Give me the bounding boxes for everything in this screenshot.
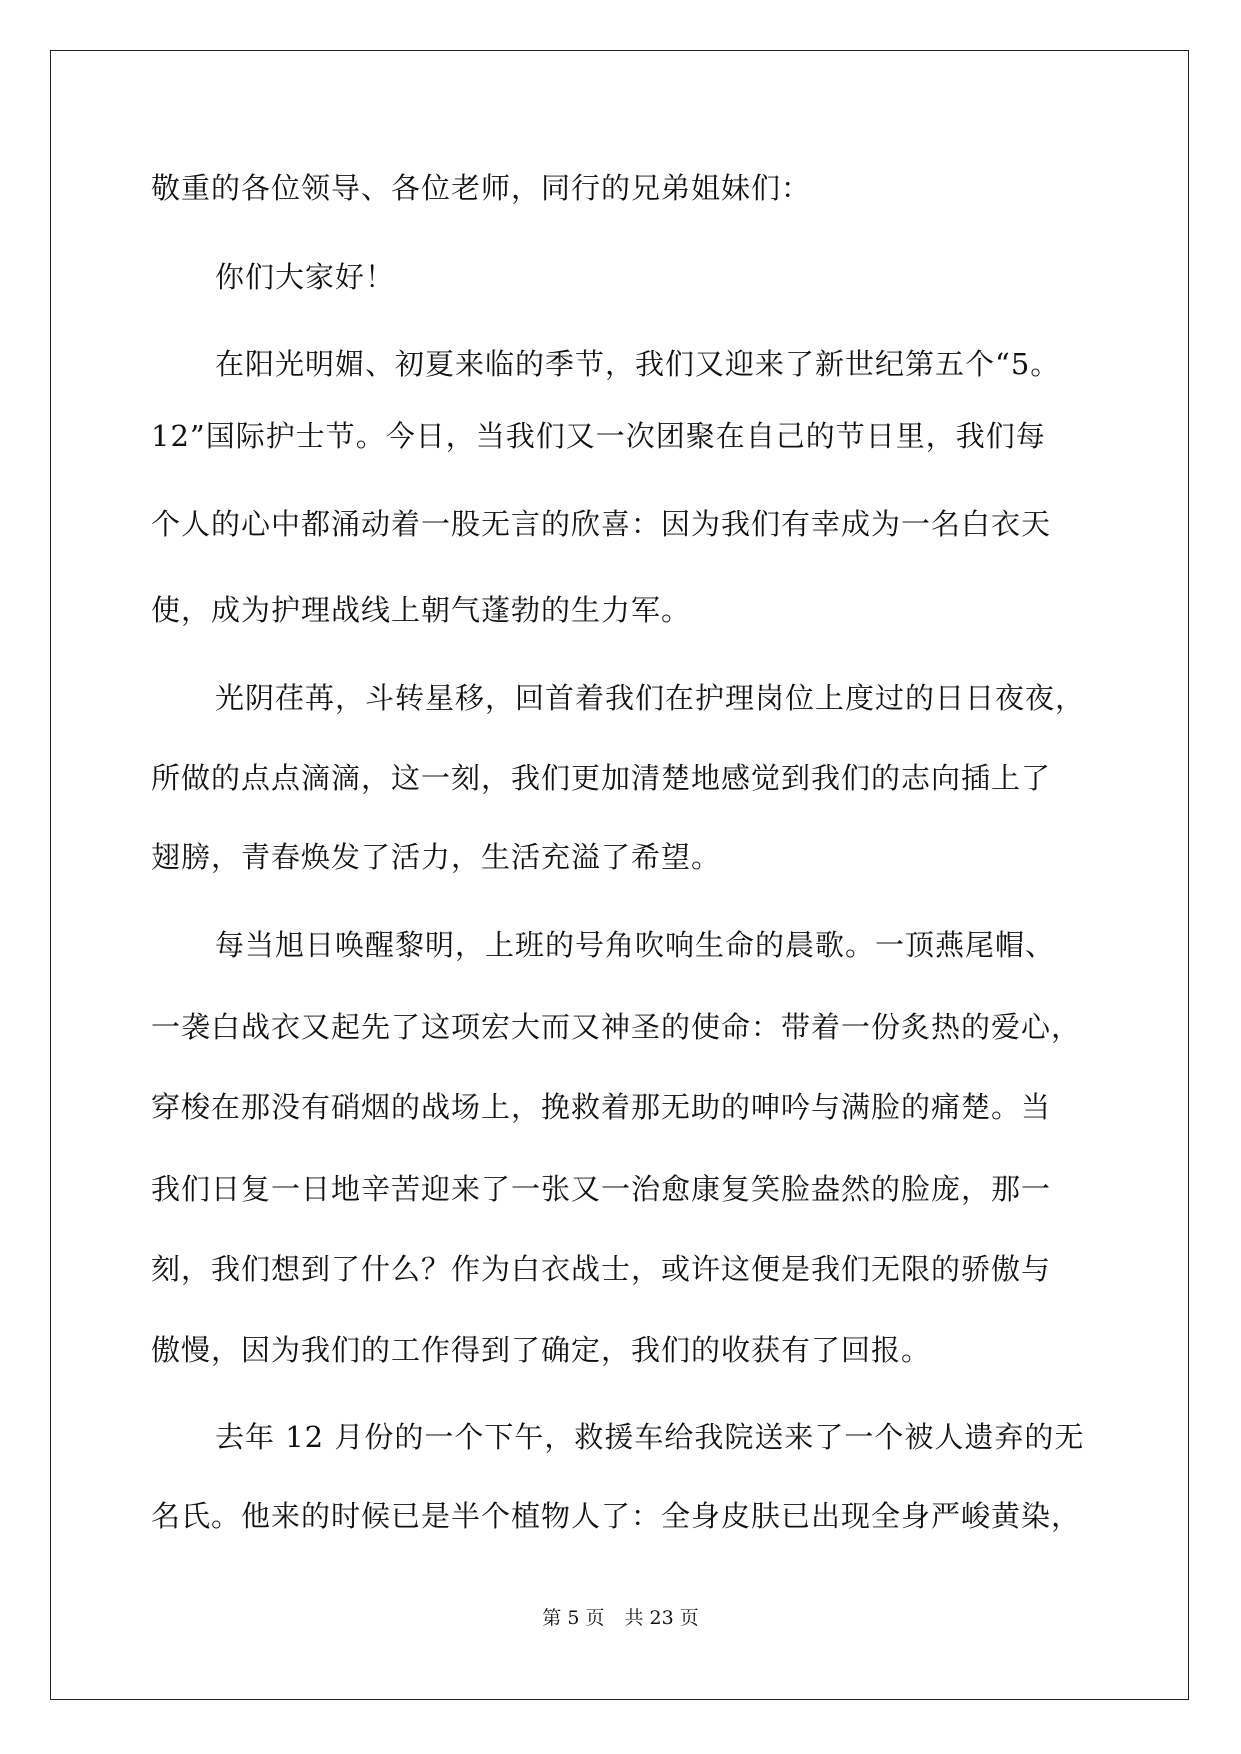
text-line: 你们大家好！ [215,260,396,294]
text-line: 在阳光明媚、初夏来临的季节，我们又迎来了新世纪第五个“5。 [215,347,1061,381]
text-line: 穿梭在那没有硝烟的战场上，挽救着那无助的呻吟与满脸的痛楚。当 [151,1090,1052,1124]
text-line: 去年 12 月份的一个下午，救援车给我院送来了一个被人遗弃的无 [215,1420,1085,1454]
text-line: 名氏。他来的时候已是半个植物人了：全身皮肤已出现全身严峻黄染， [151,1499,1082,1533]
text-line: 所做的点点滴滴，这一刻，我们更加清楚地感觉到我们的志向插上了 [151,761,1052,795]
text-line: 一袭白战衣又起先了这项宏大而又神圣的使命：带着一份炙热的爱心， [151,1010,1082,1044]
text-line: 光阴荏苒，斗转星移，回首着我们在护理岗位上度过的日日夜夜， [215,681,1086,715]
text-line: 个人的心中都涌动着一股无言的欣喜：因为我们有幸成为一名白衣天 [151,507,1052,541]
text-line: 每当旭日唤醒黎明，上班的号角吹响生命的晨歌。一顶燕尾帽、 [215,928,1056,962]
text-line: 我们日复一日地辛苦迎来了一张又一治愈康复笑脸盎然的脸庞，那一 [151,1172,1052,1206]
text-line: 12”国际护士节。今日，当我们又一次团聚在自己的节日里，我们每 [151,419,1046,453]
text-line: 傲慢，因为我们的工作得到了确定，我们的收获有了回报。 [151,1333,932,1367]
page-total: 共 23 页 [624,1607,699,1629]
text-line: 敬重的各位领导、各位老师，同行的兄弟姐妹们： [151,171,812,205]
page-number: 第 5 页 [542,1607,605,1629]
text-line: 刻，我们想到了什么？作为白衣战士，或许这便是我们无限的骄傲与 [151,1252,1052,1286]
text-line: 翅膀，青春焕发了活力，生活充溢了希望。 [151,840,722,874]
page-footer [0,1603,1241,1630]
text-line: 使，成为护理战线上朝气蓬勃的生力军。 [151,593,692,627]
